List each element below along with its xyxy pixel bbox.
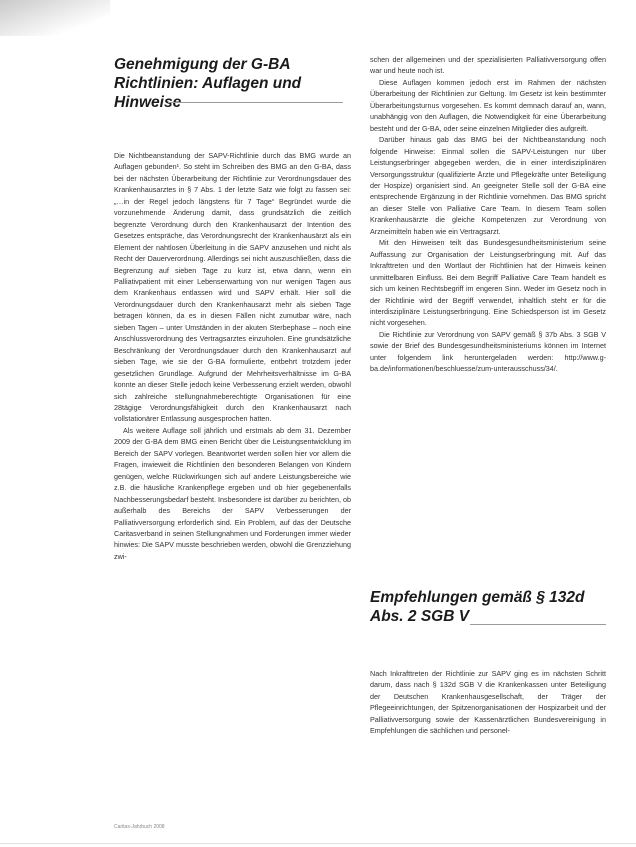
heading-rule bbox=[470, 624, 606, 625]
paragraph: Als weitere Auflage soll jährlich und erstmals ab dem 31. Dezember 2009 der G-BA dem BMG einen Bericht über die Leistungsentwicklung im Bereich der SAPV vorlegen. Beantwortet werden sollen hier vor allem die Fragen, inwieweit die Richtlinien den besonderen Belangen von Kindern genügen, welche Rückwirkungen sich auf andere Leistungsbereiche wie z.B. die häusliche Krankenpflege ergeben und ob hier gegebenenfalls Nachbesserungsbedarf besteht. Insbesondere ist darüber zu berichten, ob außerhalb des Bereichs der SAPV Verbesserungen der Palliativversorgung erforderlich sind. Ein Problem, auf das der Deutsche Caritasverband in seinen Stellungnahmen und Forderungen immer wieder hinwies: Die SAPV musste beschrieben werden, obwohl die Grenzziehung zwi- bbox=[114, 425, 351, 561]
paragraph: Nach Inkrafttreten der Richtlinie zur SAPV ging es im nächsten Schritt darum, dass nach § 132d SGB V die Krankenkassen unter Beteiligung der Deutschen Krankenhausgesellschaft, der Träger der Pflegeeinrichtungen, der Spitzenorganisationen der Hospizarbeit und der Palliativversorgung sowie der Kassenärztlichen Bundesvereinigung in Empfehlungen die sächlichen und personel- bbox=[370, 669, 606, 736]
scan-corner-shadow bbox=[0, 0, 110, 36]
page-edge-line bbox=[0, 843, 636, 844]
paragraph: Mit den Hinweisen teilt das Bundesgesundheitsministerium seine Auffassung zur Organisation der Leistungserbringung mit. Auf das Inkrafttreten und den Wortlaut der Richtlinien hat der Hinweis keinen unmittelbaren Einfluss. Bei dem Begriff Palliative Care Team handelt es sich um keinen Rechtsbegriff im engeren Sinn. Weder im Gesetz noch in der Richtlinie wird der Begriff verwendet, inhaltlich steht er für die interdisziplinäre Leistungserbringung. Eine Schiedsperson ist im Gesetz nicht vorgesehen. bbox=[370, 238, 606, 328]
paragraph: schen der allgemeinen und der spezialisierten Palliativversorgung offen war und heute noch ist. bbox=[370, 55, 606, 76]
paragraph: Die Richtlinie zur Verordnung von SAPV gemäß § 37b Abs. 3 SGB V sowie der Brief des Bundesgesundheitsministeriums können im Internet unter folgendem link heruntergeladen werden: http://www.g-ba.de/informationen/beschluesse/zum-unterausschuss/34/. bbox=[370, 329, 606, 374]
paragraph: Die Nichtbeanstandung der SAPV-Richtlinie durch das BMG wurde an Auflagen gebunden¹. So steht im Schreiben des BMG an den G-BA, dass bei der nächsten Überarbeitung der Richtlinie zur Verordnungsdauer des Krankenhausarztes in § 7 Abs. 1 der letzte Satz wie folgt zu fassen sei: „…in der Regel jedoch längstens für 7 Tage“ Begründet wurde die vorzunehmende Änderung damit, dass grundsätzlich die zeitlich begrenzte Verordnung durch den Krankenhausarzt der Intention des Gesetzes entspräche, das Verordnungsrecht der Krankenhausärzt als ein Element der nahtlosen Überleitung in die SAPV anzusehen und nicht als Recht der Dauerverordnung. Allerdings sei nicht auszuschließen, dass die Begrenzung auf sieben Tage zu kurz ist, etwa dann, wenn ein Palliativpatient mit einer Lebenserwartung von nur wenigen Tagen aus dem Krankenhaus entlassen wird und SAPV erhält. Hier soll die Verordnungsdauer durch den Krankenhausarzt mehr als sieben Tage betragen können, da es in diesen Fällen nicht zumutbar wäre, nach sieben Tagen – unter Umständen in der akuten Sterbephase – noch eine Anschlussverordnung des Vertragsarztes einzuholen. Eine grundsätzliche Beschränkung der Verordnungsdauer durch den Krankenhausarzt auf sieben Tage, wie sie der G-BA formulierte, entbehrt trotzdem jeder gesetzlichen Grundlage. Aufgrund der Mehrheitsverhältnisse im G-BA konnte an dieser Stelle jedoch keine Verbesserung erzielt werden, obwohl sich zahlreiche stellungnahmeberechtigte Organisationen für eine 28tägige Verordnungsfähigkeit durch den Krankenhausarzt nach vollstationärer Entlassung ausgesprochen hatten. bbox=[114, 151, 351, 424]
paragraph: Darüber hinaus gab das BMG bei der Nichtbeanstandung noch folgende Hinweise: Einmal sollen die SAPV-Leistungen nur über Leistungserbringer abgegeben werden, die in einer interdisziplinären Versorgungsstruktur (qualifizierte Ärzte und Pflegekräfte unter Beteiligung der Hospize) organisiert sind. An geeigneter Stelle soll der G-BA eine entsprechende Ergänzung in der Richtlinie vornehmen. Das BMG spricht an dieser Stelle von Palliative Care Team. In diesem Team sollen Krankenhausärzte die gleiche Kompetenzen zur Verordnung von Arzneimitteln haben wie ein Vertragsarzt. bbox=[370, 135, 606, 236]
right-column-top bbox=[370, 54, 606, 375]
left-column bbox=[114, 150, 351, 562]
section-heading-empfehlungen: Empfehlungen gemäß § 132d Abs. 2 SGB V bbox=[370, 589, 585, 625]
paragraph: Diese Auflagen kommen jedoch erst im Rahmen der nächsten Überarbeitung der Richtlinien zur Geltung. Im Gesetz ist kein bestimmter Überarbeitungsturnus vorgesehen. Es kommt demnach darauf an, wann, unabhängig von den Auflagen, die Notwendigkeit für eine Überarbeitung besteht und der G-BA, oder seine einzelnen Mitglieder dies aufgreift. bbox=[370, 77, 606, 133]
section-heading-genehmigung: Genehmigung der G-BA Richtlinien: Auflagen und Hinweise bbox=[114, 56, 302, 111]
heading-rule bbox=[168, 102, 343, 103]
right-column-bottom bbox=[370, 668, 606, 737]
page-footer: Caritas-Jahrbuch 2008 bbox=[114, 824, 165, 830]
